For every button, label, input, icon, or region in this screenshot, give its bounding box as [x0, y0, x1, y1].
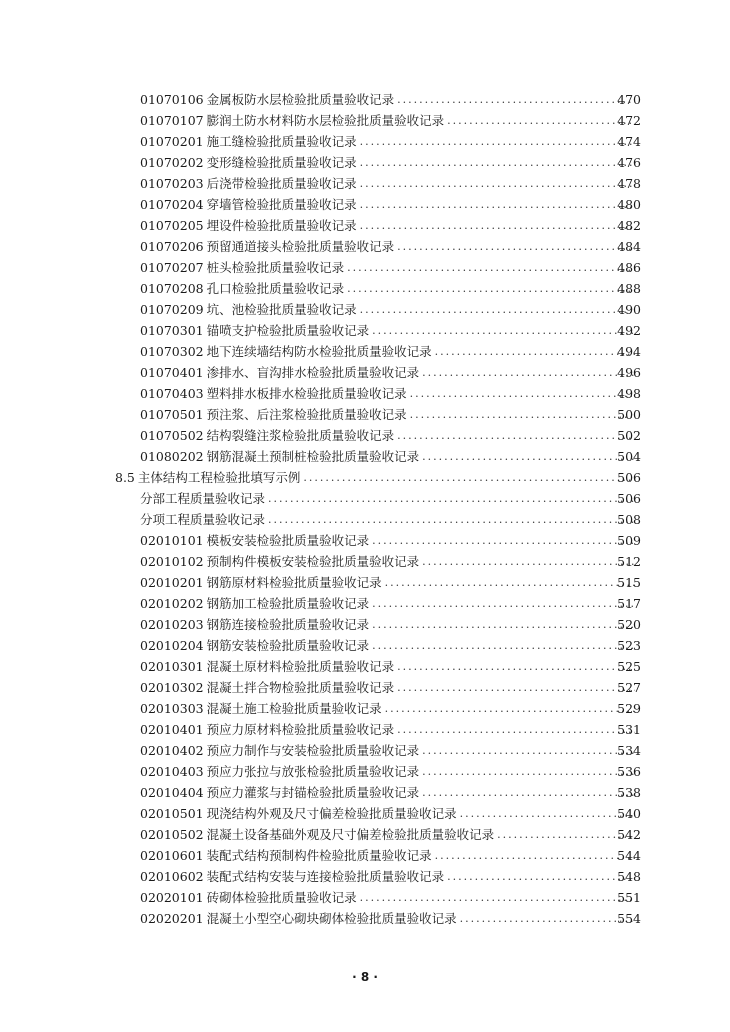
toc-entry-title: 钢筋安装检验批质量验收记录 — [206, 638, 370, 653]
toc-entry-page: 478 — [617, 176, 641, 191]
toc-entry-title: 预留通道接头检验批质量验收记录 — [206, 239, 395, 254]
table-of-contents — [0, 89, 730, 929]
toc-entry-title: 塑料排水板排水检验批质量验收记录 — [206, 386, 407, 401]
toc-entry-title: 坑、池检验批质量验收记录 — [206, 302, 357, 317]
toc-entry-title: 孔口检验批质量验收记录 — [206, 281, 345, 296]
toc-entry-title: 预应力制作与安装检验批质量验收记录 — [206, 743, 420, 758]
toc-entry-title: 预制构件模板安装检验批质量验收记录 — [206, 554, 420, 569]
toc-entry-page: 492 — [617, 323, 641, 338]
toc-entry-title: 钢筋原材料检验批质量验收记录 — [206, 575, 382, 590]
toc-entry-title: 预应力灌浆与封锚检验批质量验收记录 — [206, 785, 420, 800]
toc-entry-title: 装配式结构安装与连接检验批质量验收记录 — [206, 869, 445, 884]
toc-entry-code: 02010602 — [140, 869, 204, 884]
dot-leader — [422, 740, 635, 761]
toc-entry-page: 496 — [617, 365, 641, 380]
toc-entry-title: 分项工程质量验收记录 — [140, 512, 266, 527]
toc-entry-title: 分部工程质量验收记录 — [140, 491, 266, 506]
dot-leader — [435, 845, 635, 866]
toc-entry-code: 01070201 — [140, 134, 204, 149]
toc-entry — [0, 299, 730, 320]
toc-entry-title: 混凝土小型空心砌块砌体检验批质量验收记录 — [206, 911, 457, 926]
toc-entry-page: 484 — [617, 239, 641, 254]
toc-entry-code: 02010102 — [140, 554, 204, 569]
toc-entry — [0, 593, 730, 614]
toc-entry-code: 02010101 — [140, 533, 204, 548]
toc-entry-code: 8.5 — [115, 470, 135, 485]
toc-entry-page: 506 — [617, 470, 641, 485]
toc-entry — [0, 446, 730, 467]
toc-entry-page: 488 — [617, 281, 641, 296]
toc-entry-page: 509 — [617, 533, 641, 548]
toc-entry — [0, 824, 730, 845]
toc-entry-title: 钢筋混凝土预制桩检验批质量验收记录 — [206, 449, 420, 464]
dot-leader — [360, 215, 635, 236]
dot-leader — [460, 803, 635, 824]
toc-entry-page: 520 — [617, 617, 641, 632]
toc-entry — [0, 908, 730, 929]
toc-entry — [0, 362, 730, 383]
toc-entry — [0, 530, 730, 551]
toc-entry-code: 02010202 — [140, 596, 204, 611]
toc-entry — [0, 740, 730, 761]
toc-entry — [0, 887, 730, 908]
toc-entry-page: 515 — [617, 575, 641, 590]
toc-entry-title: 混凝土施工检验批质量验收记录 — [206, 701, 382, 716]
toc-entry — [0, 635, 730, 656]
toc-entry-page: 540 — [617, 806, 641, 821]
toc-entry-code: 02010403 — [140, 764, 204, 779]
toc-entry-page: 490 — [617, 302, 641, 317]
toc-entry — [0, 383, 730, 404]
toc-entry-title: 装配式结构预制构件检验批质量验收记录 — [206, 848, 432, 863]
toc-entry — [0, 152, 730, 173]
toc-entry-page: 502 — [617, 428, 641, 443]
toc-entry-code: 02010601 — [140, 848, 204, 863]
toc-entry-page: 538 — [617, 785, 641, 800]
toc-entry — [0, 761, 730, 782]
toc-entry-code: 01070202 — [140, 155, 204, 170]
dot-leader — [410, 383, 635, 404]
toc-entry — [0, 320, 730, 341]
dot-leader — [422, 446, 635, 467]
toc-entry-code: 02010402 — [140, 743, 204, 758]
toc-entry-title: 桩头检验批质量验收记录 — [206, 260, 345, 275]
toc-entry-title: 埋设件检验批质量验收记录 — [206, 218, 357, 233]
toc-entry-code: 01070301 — [140, 323, 204, 338]
dot-leader — [347, 257, 635, 278]
toc-entry-code: 02010302 — [140, 680, 204, 695]
toc-entry-title: 砖砌体检验批质量验收记录 — [206, 890, 357, 905]
toc-entry-code: 01070401 — [140, 365, 204, 380]
toc-entry-code: 02010401 — [140, 722, 204, 737]
dot-leader — [397, 677, 635, 698]
toc-entry-page: 504 — [617, 449, 641, 464]
toc-entry — [0, 572, 730, 593]
dot-leader — [397, 425, 635, 446]
toc-entry-title: 钢筋连接检验批质量验收记录 — [206, 617, 370, 632]
toc-entry — [0, 425, 730, 446]
toc-entry — [0, 698, 730, 719]
toc-entry-page: 472 — [617, 113, 641, 128]
toc-entry-title: 锚喷支护检验批质量验收记录 — [206, 323, 370, 338]
dot-leader — [435, 341, 635, 362]
toc-entry-page: 554 — [617, 911, 641, 926]
toc-entry — [0, 656, 730, 677]
dot-leader — [360, 299, 635, 320]
dot-leader — [360, 887, 635, 908]
toc-entry-code: 01070206 — [140, 239, 204, 254]
toc-entry-code: 02010502 — [140, 827, 204, 842]
toc-entry — [0, 509, 730, 530]
dot-leader — [397, 656, 635, 677]
toc-entry-code: 01070204 — [140, 197, 204, 212]
toc-entry-title: 结构裂缝注浆检验批质量验收记录 — [206, 428, 395, 443]
toc-entry-page: 542 — [617, 827, 641, 842]
dot-leader — [447, 866, 635, 887]
toc-entry-page: 548 — [617, 869, 641, 884]
toc-entry-title: 现浇结构外观及尺寸偏差检验批质量验收记录 — [206, 806, 457, 821]
toc-entry-title: 混凝土拌合物检验批质量验收记录 — [206, 680, 395, 695]
toc-entry-title: 变形缝检验批质量验收记录 — [206, 155, 357, 170]
dot-leader — [422, 782, 635, 803]
toc-entry-page: 470 — [617, 92, 641, 107]
toc-entry-page: 482 — [617, 218, 641, 233]
dot-leader — [385, 698, 635, 719]
toc-entry-page: 486 — [617, 260, 641, 275]
toc-entry-title: 预应力张拉与放张检验批质量验收记录 — [206, 764, 420, 779]
toc-section-heading — [0, 467, 730, 488]
toc-entry-code: 02010501 — [140, 806, 204, 821]
toc-entry — [0, 257, 730, 278]
toc-entry — [0, 719, 730, 740]
toc-entry-title: 主体结构工程检验批填写示例 — [137, 470, 301, 485]
dot-leader — [460, 908, 635, 929]
toc-entry-code: 01070502 — [140, 428, 204, 443]
toc-entry — [0, 341, 730, 362]
toc-entry — [0, 803, 730, 824]
toc-entry — [0, 131, 730, 152]
toc-entry — [0, 488, 730, 509]
toc-entry-title: 预应力原材料检验批质量验收记录 — [206, 722, 395, 737]
toc-entry — [0, 236, 730, 257]
toc-entry-code: 02020101 — [140, 890, 204, 905]
toc-entry-title: 后浇带检验批质量验收记录 — [206, 176, 357, 191]
toc-entry-page: 534 — [617, 743, 641, 758]
dot-leader — [360, 131, 635, 152]
dot-leader — [360, 173, 635, 194]
toc-entry-page: 544 — [617, 848, 641, 863]
dot-leader — [360, 152, 635, 173]
toc-entry-code: 01070209 — [140, 302, 204, 317]
toc-entry-title: 混凝土原材料检验批质量验收记录 — [206, 659, 395, 674]
toc-entry — [0, 782, 730, 803]
toc-entry-code: 02010204 — [140, 638, 204, 653]
dot-leader — [268, 488, 635, 509]
dot-leader — [422, 761, 635, 782]
toc-entry-title: 模板安装检验批质量验收记录 — [206, 533, 370, 548]
toc-entry-title: 穿墙管检验批质量验收记录 — [206, 197, 357, 212]
dot-leader — [422, 362, 635, 383]
toc-entry-page: 531 — [617, 722, 641, 737]
toc-entry-code: 02010301 — [140, 659, 204, 674]
toc-entry-code: 01070203 — [140, 176, 204, 191]
toc-entry-title: 地下连续墙结构防水检验批质量验收记录 — [206, 344, 432, 359]
toc-entry-page: 476 — [617, 155, 641, 170]
dot-leader — [397, 89, 635, 110]
toc-entry-page: 525 — [617, 659, 641, 674]
dot-leader — [447, 110, 635, 131]
toc-entry — [0, 194, 730, 215]
toc-entry-page: 529 — [617, 701, 641, 716]
toc-entry — [0, 551, 730, 572]
toc-entry-code: 01070403 — [140, 386, 204, 401]
toc-entry — [0, 677, 730, 698]
dot-leader — [397, 236, 635, 257]
toc-entry-title: 钢筋加工检验批质量验收记录 — [206, 596, 370, 611]
toc-entry — [0, 173, 730, 194]
toc-entry-code: 02010201 — [140, 575, 204, 590]
toc-entry — [0, 845, 730, 866]
toc-entry-page: 508 — [617, 512, 641, 527]
toc-entry-page: 536 — [617, 764, 641, 779]
toc-entry-title: 金属板防水层检验批质量验收记录 — [206, 92, 395, 107]
dot-leader — [372, 530, 635, 551]
toc-entry-page: 480 — [617, 197, 641, 212]
dot-leader — [372, 614, 635, 635]
toc-entry-code: 02020201 — [140, 911, 204, 926]
toc-entry-page: 517 — [617, 596, 641, 611]
toc-entry-code: 02010203 — [140, 617, 204, 632]
toc-entry-page: 523 — [617, 638, 641, 653]
dot-leader — [303, 467, 635, 488]
toc-entry — [0, 614, 730, 635]
toc-entry-page: 527 — [617, 680, 641, 695]
dot-leader — [360, 194, 635, 215]
toc-entry-page: 512 — [617, 554, 641, 569]
toc-entry-title: 渗排水、盲沟排水检验批质量验收记录 — [206, 365, 420, 380]
dot-leader — [422, 551, 635, 572]
toc-entry-code: 02010404 — [140, 785, 204, 800]
toc-entry-page: 498 — [617, 386, 641, 401]
dot-leader — [347, 278, 635, 299]
toc-entry-title: 预注浆、后注浆检验批质量验收记录 — [206, 407, 407, 422]
dot-leader — [410, 404, 635, 425]
toc-entry-code: 01070302 — [140, 344, 204, 359]
toc-entry-code: 01070205 — [140, 218, 204, 233]
toc-entry-page: 500 — [617, 407, 641, 422]
dot-leader — [372, 635, 635, 656]
toc-entry — [0, 110, 730, 131]
toc-entry-code: 01080202 — [140, 449, 204, 464]
toc-entry — [0, 866, 730, 887]
toc-entry — [0, 89, 730, 110]
toc-entry-title: 施工缝检验批质量验收记录 — [206, 134, 357, 149]
dot-leader — [372, 593, 635, 614]
toc-entry-code: 01070106 — [140, 92, 204, 107]
dot-leader — [372, 320, 635, 341]
dot-leader — [497, 824, 635, 845]
toc-entry-code: 01070501 — [140, 407, 204, 422]
toc-entry-page: 506 — [617, 491, 641, 506]
toc-entry-page: 494 — [617, 344, 641, 359]
dot-leader — [385, 572, 635, 593]
toc-entry-title: 混凝土设备基础外观及尺寸偏差检验批质量验收记录 — [206, 827, 495, 842]
toc-entry-page: 551 — [617, 890, 641, 905]
dot-leader — [268, 509, 635, 530]
toc-entry-code: 02010303 — [140, 701, 204, 716]
toc-entry — [0, 215, 730, 236]
toc-entry — [0, 278, 730, 299]
toc-entry-code: 01070207 — [140, 260, 204, 275]
dot-leader — [397, 719, 635, 740]
page-number: · 8 · — [352, 970, 378, 984]
toc-entry-page: 474 — [617, 134, 641, 149]
toc-entry — [0, 404, 730, 425]
toc-entry-title: 膨润土防水材料防水层检验批质量验收记录 — [206, 113, 445, 128]
toc-entry-code: 01070208 — [140, 281, 204, 296]
toc-entry-code: 01070107 — [140, 113, 204, 128]
